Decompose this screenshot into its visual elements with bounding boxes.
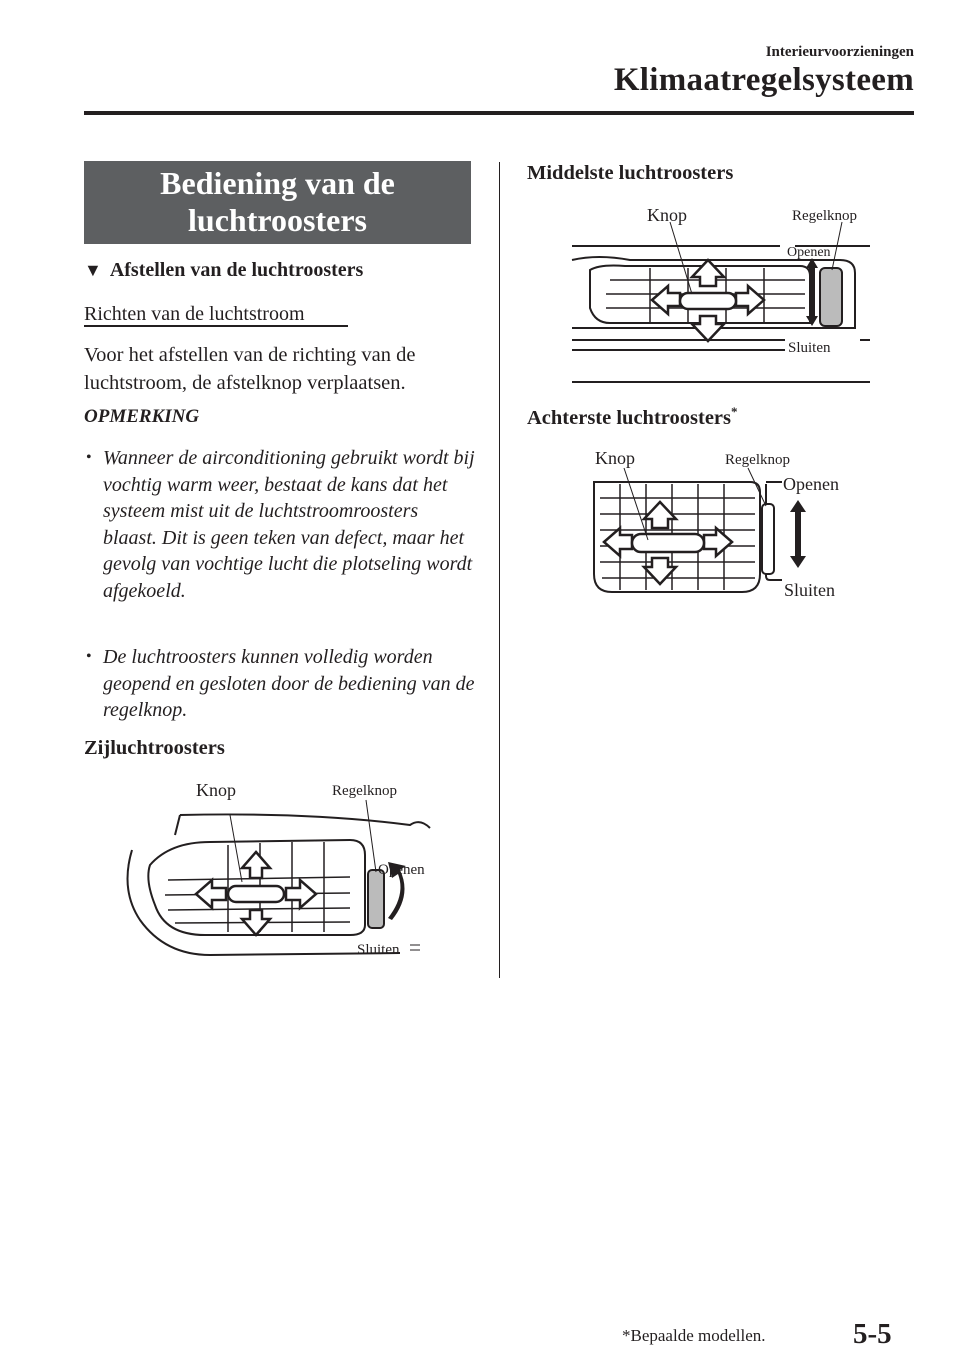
zij-heading: Zijluchtroosters bbox=[84, 737, 225, 759]
open-close-arrow-icon bbox=[790, 500, 806, 568]
section-banner bbox=[84, 161, 471, 244]
leader-line bbox=[670, 222, 692, 294]
middle-vent-figure bbox=[570, 198, 870, 386]
thumbwheel-icon bbox=[820, 268, 842, 326]
mid-heading: Middelste luchtroosters bbox=[527, 162, 734, 184]
triangle-marker-icon: ▼ bbox=[84, 260, 102, 280]
note-item bbox=[86, 445, 476, 604]
sub-heading bbox=[84, 259, 363, 282]
running-header-title: Klimaatregelsysteem bbox=[613, 62, 914, 98]
openen-label: Openen bbox=[783, 474, 839, 494]
regelknop-label: Regelknop bbox=[792, 208, 857, 224]
bullet-icon: • bbox=[86, 449, 92, 466]
column-divider bbox=[499, 162, 500, 978]
regelknop-label: Regelknop bbox=[332, 783, 397, 799]
richten-underline bbox=[84, 325, 348, 327]
sluiten-label: Sluiten bbox=[784, 580, 836, 600]
banner-line-2: luchtroosters bbox=[188, 202, 367, 238]
ach-heading-text: Achterste luchtroosters bbox=[527, 406, 731, 429]
bullet-icon: • bbox=[86, 648, 92, 665]
leader-line bbox=[624, 468, 648, 540]
knop-label: Knop bbox=[595, 448, 635, 468]
thumbwheel-icon bbox=[368, 870, 384, 928]
footer-note: *Bepaalde modellen. bbox=[622, 1326, 766, 1345]
leader-line bbox=[230, 815, 242, 882]
ach-heading bbox=[527, 404, 738, 430]
banner-line-1: Bediening van de bbox=[160, 165, 395, 201]
rear-vent-figure bbox=[590, 444, 850, 604]
note-item bbox=[86, 644, 476, 724]
regelknop-label: Regelknop bbox=[725, 452, 790, 468]
knop-label: Knop bbox=[196, 780, 236, 800]
note-label: OPMERKING bbox=[84, 406, 200, 427]
note-item-text: De luchtroosters kunnen volledig worden geopend en gesloten door de bediening van de regelknop. bbox=[103, 646, 475, 721]
thumbwheel-icon bbox=[762, 504, 774, 574]
leader-line bbox=[366, 800, 376, 872]
openen-label: Openen bbox=[378, 862, 425, 878]
running-header-section: Interieurvoorzieningen bbox=[765, 44, 914, 60]
knop-label: Knop bbox=[647, 205, 687, 225]
leader-line bbox=[748, 468, 766, 506]
sub-heading-text: Afstellen van de luchtroosters bbox=[109, 259, 364, 281]
note-item-text: Wanneer de airconditioning gebruikt wordt bij vochtig warm weer, bestaat de kans dat het systeem mist uit de luchtstroomroosters blaast. Dit is geen teken van defect, maar het gevolg van vochtige lucht die plotseling wordt afgekoeld. bbox=[103, 447, 475, 602]
body-paragraph: Voor het afstellen van de richting van de luchtstroom, de afstelknop verplaatsen. bbox=[84, 344, 416, 394]
richten-title: Richten van de luchtstroom bbox=[84, 303, 305, 325]
side-vent-figure bbox=[110, 770, 440, 970]
sluiten-label: Sluiten bbox=[788, 340, 831, 356]
sluiten-label: Sluiten bbox=[357, 942, 400, 958]
asterisk-marker: * bbox=[731, 404, 738, 419]
page-number: 5-5 bbox=[853, 1318, 892, 1350]
openen-label: Openen bbox=[787, 245, 831, 260]
header-rule bbox=[84, 111, 914, 115]
